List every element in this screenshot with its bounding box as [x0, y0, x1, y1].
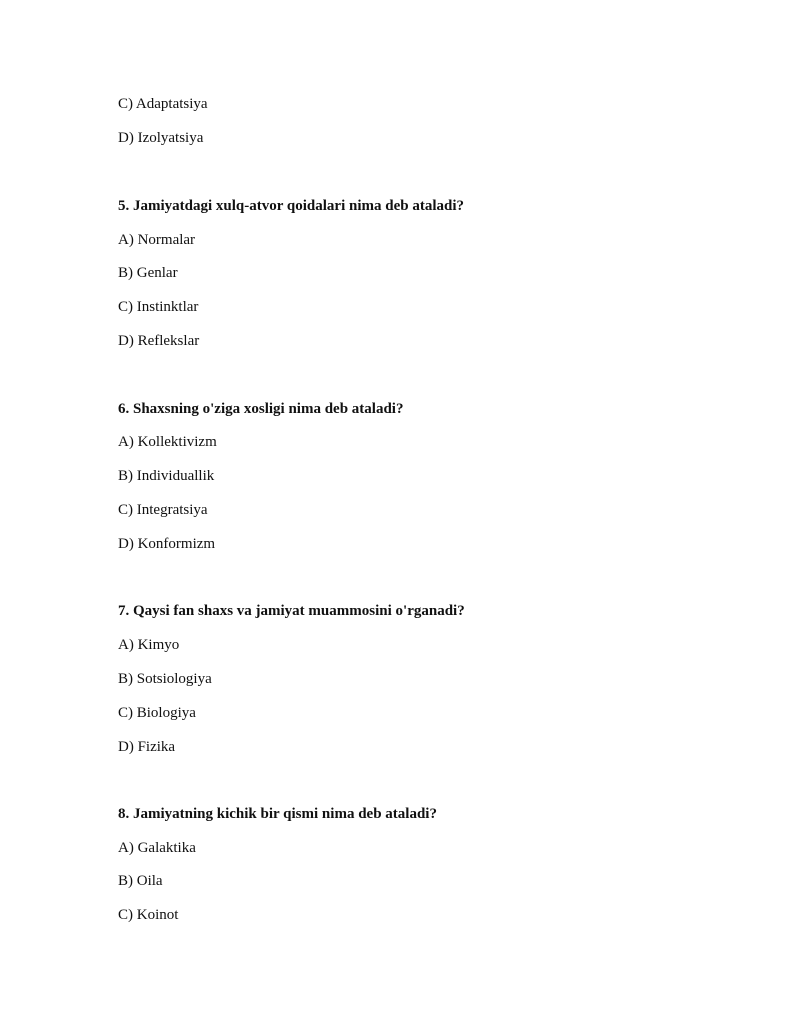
- answer-option: C) Biologiya: [118, 705, 196, 721]
- answer-option: A) Kollektivizm: [118, 434, 217, 450]
- answer-option: D) Konformizm: [118, 536, 216, 552]
- answer-option: B) Sotsiologiya: [118, 671, 212, 687]
- answer-option: B) Oila: [118, 873, 163, 889]
- answer-option: B) Genlar: [118, 265, 178, 281]
- question-6: 6. Shaxsning o'ziga xosligi nima deb ataladi?: [118, 401, 404, 417]
- answer-option: D) Fizika: [118, 739, 176, 755]
- answer-option: C) Integratsiya: [118, 502, 208, 518]
- answer-option: D) Izolyatsiya: [118, 130, 204, 146]
- answer-option: C) Adaptatsiya: [118, 96, 208, 112]
- question-8: 8. Jamiyatning kichik bir qismi nima deb ataladi?: [118, 806, 437, 822]
- question-7: 7. Qaysi fan shaxs va jamiyat muammosini o'rganadi?: [118, 603, 465, 619]
- answer-option: A) Kimyo: [118, 637, 180, 653]
- answer-option: D) Reflekslar: [118, 333, 200, 349]
- answer-option: C) Instinktlar: [118, 299, 199, 315]
- answer-option: C) Koinot: [118, 907, 179, 923]
- answer-option: A) Galaktika: [118, 840, 196, 856]
- question-5: 5. Jamiyatdagi xulq-atvor qoidalari nima deb ataladi?: [118, 198, 465, 214]
- answer-option: A) Normalar: [118, 232, 196, 248]
- answer-option: B) Individuallik: [118, 468, 215, 484]
